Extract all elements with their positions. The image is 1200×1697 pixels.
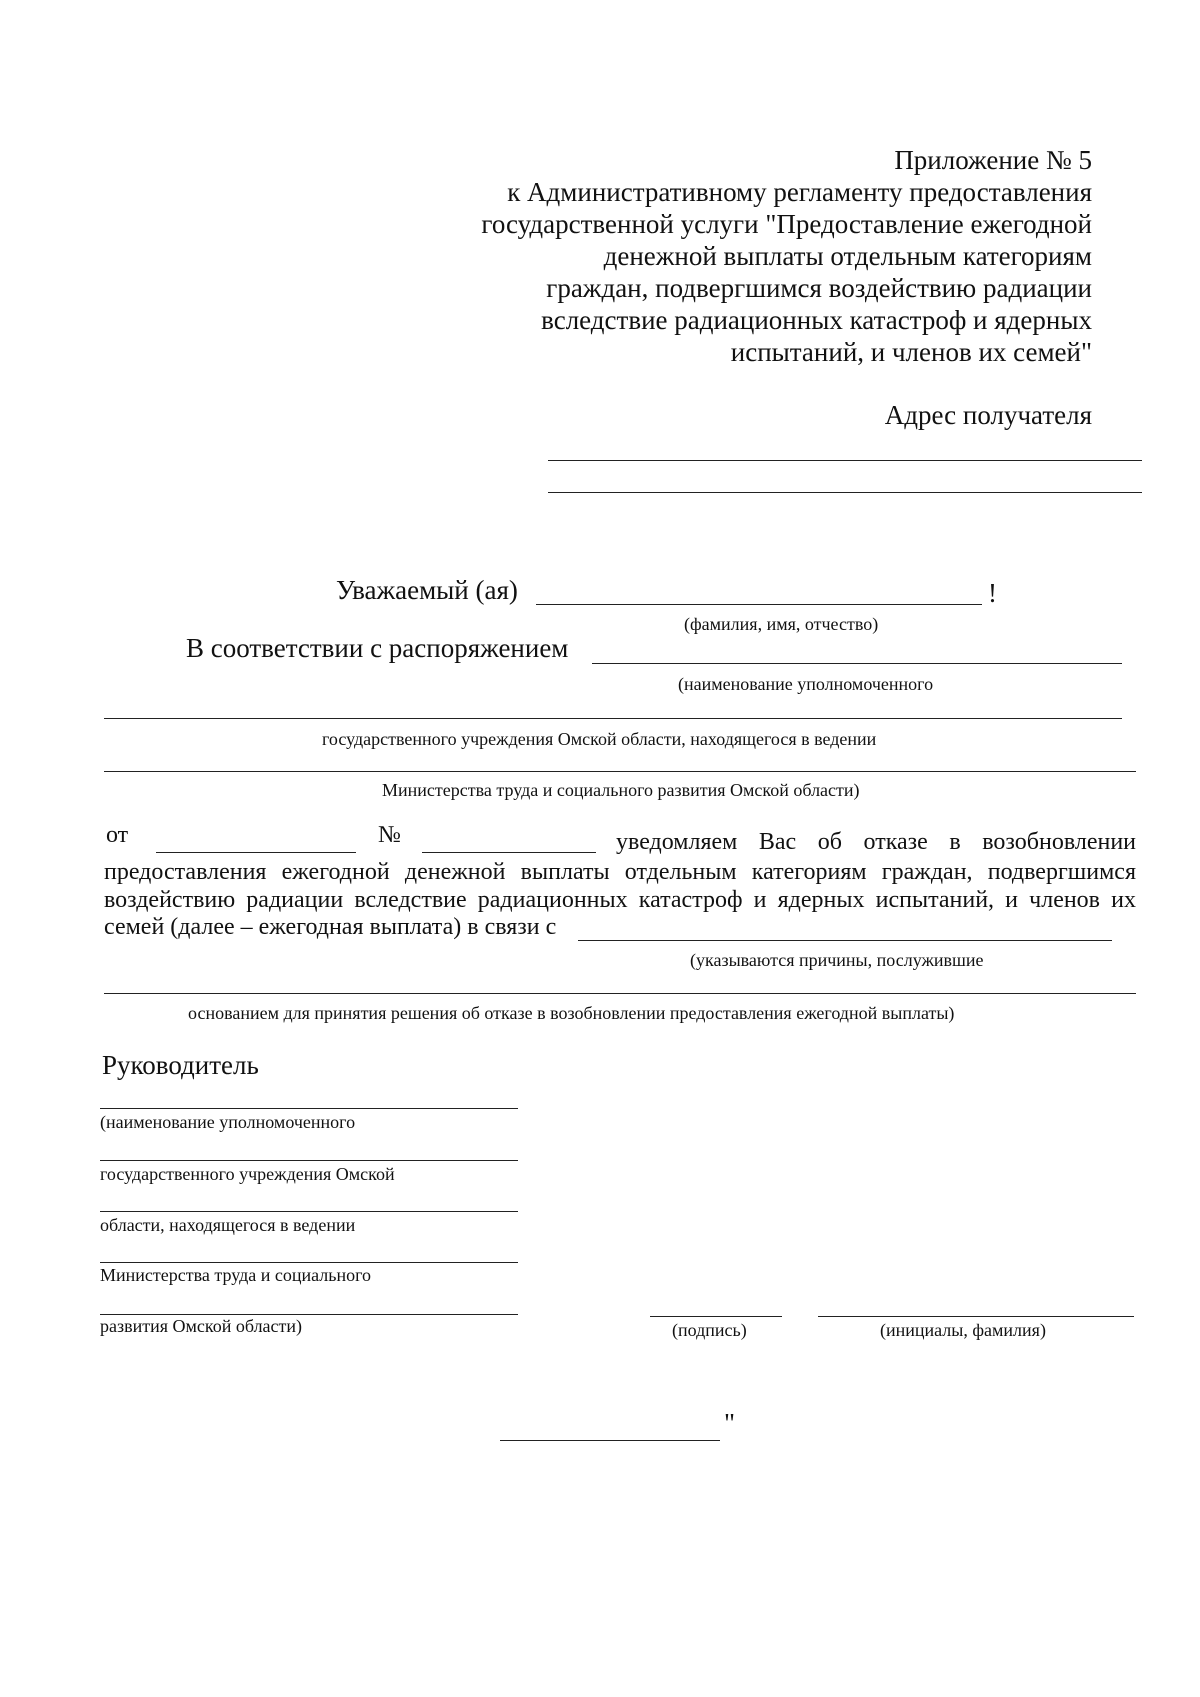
notice-reason-line-2[interactable] — [104, 993, 1136, 994]
org-caption-4: Министерства труда и социального — [100, 1265, 372, 1285]
org-line-5[interactable] — [100, 1314, 518, 1315]
org-caption-1: (наименование уполномоченного — [100, 1112, 356, 1132]
initials-caption: (инициалы, фамилия) — [880, 1320, 1046, 1340]
decree-caption-3: Министерства труда и социального развития Омской области) — [382, 780, 860, 800]
org-line-2[interactable] — [100, 1160, 518, 1161]
greeting-exclamation: ! — [988, 578, 997, 608]
org-caption-2: государственного учреждения Омской — [100, 1164, 395, 1184]
head-label: Руководитель — [102, 1050, 259, 1080]
decree-caption-2: государственного учреждения Омской области, находящегося в ведении — [322, 729, 877, 749]
org-line-3[interactable] — [100, 1211, 518, 1212]
org-caption-3: области, находящегося в ведении — [100, 1215, 356, 1235]
signature-caption: (подпись) — [672, 1320, 747, 1340]
notice-line-4: семей (далее – ежегодная выплата) в связи с — [104, 914, 557, 940]
notice-line-3: воздействию радиации вследствие радиационных катастроф и ядерных испытаний, и членов их — [104, 887, 1136, 913]
greeting-label: Уважаемый (ая) — [336, 575, 518, 605]
appendix-line-1: к Административному регламенту предоставления — [507, 177, 1092, 207]
notice-from-label: от — [106, 822, 129, 848]
initials-line[interactable] — [818, 1316, 1134, 1317]
appendix-line-5: вследствие радиационных катастроф и ядерных — [541, 305, 1092, 335]
appendix-line-6: испытаний, и членов их семей" — [730, 337, 1092, 367]
notice-line-2: предоставления ежегодной денежной выплаты отдельным категориям граждан, подвергшимся — [104, 859, 1136, 885]
recipient-address-label: Адрес получателя — [884, 400, 1092, 430]
org-caption-5: развития Омской области) — [100, 1316, 303, 1336]
notice-number-line[interactable] — [422, 852, 596, 853]
appendix-title: Приложение № 5 — [894, 145, 1092, 175]
appendix-line-3: денежной выплаты отдельным категориям — [603, 241, 1092, 271]
address-line-1[interactable] — [548, 460, 1142, 461]
notice-line-1: уведомляем Вас об отказе в возобновлении — [616, 829, 1136, 855]
date-quote-mark: " — [724, 1408, 736, 1438]
notice-reason-line-1[interactable] — [578, 940, 1112, 941]
decree-line-2[interactable] — [104, 718, 1122, 719]
date-line[interactable] — [500, 1440, 720, 1441]
address-line-2[interactable] — [548, 492, 1142, 493]
signature-line[interactable] — [650, 1316, 782, 1317]
appendix-line-2: государственной услуги "Предоставление ежегодной — [481, 209, 1092, 239]
appendix-header — [481, 144, 1092, 368]
greeting-caption: (фамилия, имя, отчество) — [684, 614, 879, 634]
notice-date-line[interactable] — [156, 852, 356, 853]
appendix-line-4: граждан, подвергшимся воздействию радиации — [546, 273, 1092, 303]
decree-line-1[interactable] — [592, 663, 1122, 664]
notice-caption-2: основанием для принятия решения об отказе в возобновлении предоставления ежегодной выплаты) — [188, 1003, 955, 1023]
decree-label: В соответствии с распоряжением — [186, 633, 569, 663]
greeting-name-line[interactable] — [536, 604, 982, 605]
notice-caption-1: (указываются причины, послужившие — [690, 950, 984, 970]
decree-caption-1: (наименование уполномоченного — [678, 674, 934, 694]
decree-line-3[interactable] — [104, 771, 1136, 772]
org-line-4[interactable] — [100, 1262, 518, 1263]
notice-number-label: № — [378, 822, 401, 848]
org-line-1[interactable] — [100, 1108, 518, 1109]
